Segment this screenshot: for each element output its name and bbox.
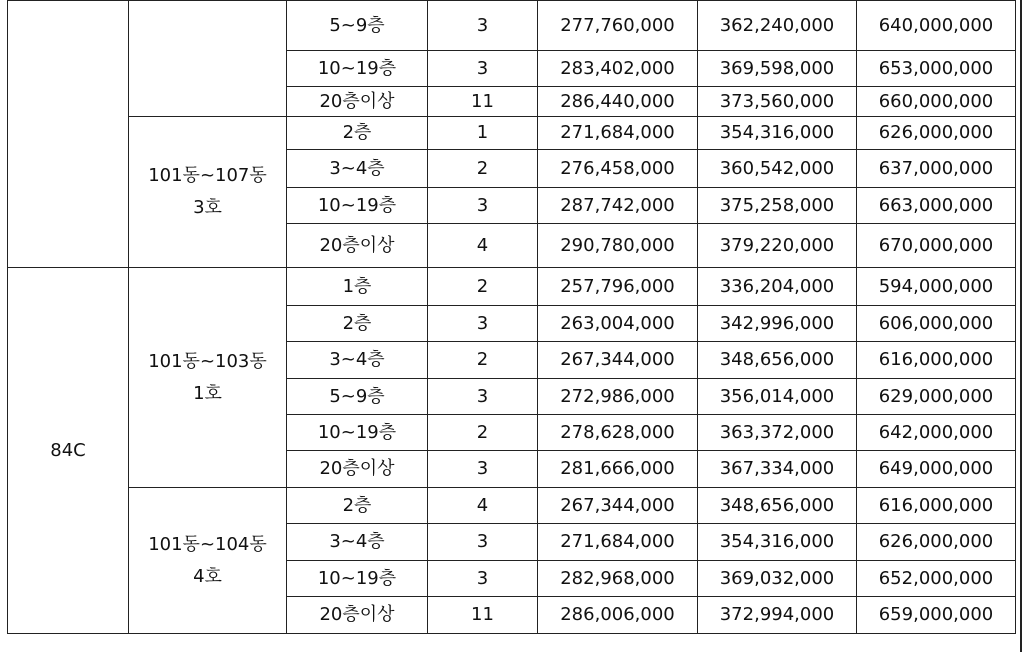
- floor-cell: 5~9층: [287, 1, 428, 51]
- building-price-cell: 373,560,000: [698, 87, 857, 117]
- table-row: [8, 1, 1016, 51]
- building-range-label: 101동~107동: [148, 165, 267, 186]
- unit-count-cell: 2: [428, 268, 538, 306]
- floor-cell: 20층이상: [287, 87, 428, 117]
- building-price-cell: 379,220,000: [698, 224, 857, 268]
- floor-cell: 20층이상: [287, 597, 428, 634]
- building-group-cell: [129, 117, 287, 268]
- table-body: [8, 1, 1016, 634]
- floor-cell: 3~4층: [287, 342, 428, 379]
- building-range-label: 101동~103동: [148, 350, 267, 372]
- land-price-cell: 276,458,000: [538, 150, 698, 188]
- building-price-cell: 348,656,000: [698, 488, 857, 524]
- total-price-cell: 606,000,000: [857, 306, 1016, 342]
- land-price-cell: 290,780,000: [538, 224, 698, 268]
- table-row: [8, 117, 1016, 150]
- floor-cell: 20층이상: [287, 224, 428, 268]
- floor-cell: 3~4층: [287, 150, 428, 188]
- land-price-cell: 281,666,000: [538, 451, 698, 488]
- floor-cell: 2층: [287, 306, 428, 342]
- land-price-cell: 272,986,000: [538, 379, 698, 415]
- floor-cell: 2층: [287, 488, 428, 524]
- building-price-cell: 356,014,000: [698, 379, 857, 415]
- building-price-cell: 375,258,000: [698, 188, 857, 224]
- unit-line-label: 1호: [193, 382, 222, 404]
- building-group-cell: [129, 1, 287, 117]
- land-price-cell: 282,968,000: [538, 561, 698, 597]
- building-price-cell: 348,656,000: [698, 342, 857, 379]
- unit-count-cell: 1: [428, 117, 538, 150]
- building-price-cell: 362,240,000: [698, 1, 857, 51]
- total-price-cell: 594,000,000: [857, 268, 1016, 306]
- unit-count-cell: 3: [428, 188, 538, 224]
- total-price-cell: 649,000,000: [857, 451, 1016, 488]
- table-row: [8, 268, 1016, 306]
- total-price-cell: 652,000,000: [857, 561, 1016, 597]
- land-price-cell: 271,684,000: [538, 524, 698, 561]
- housing-type-cell: 84C: [8, 268, 129, 634]
- unit-line-label: 4호: [193, 565, 222, 587]
- unit-count-cell: 4: [428, 488, 538, 524]
- floor-cell: 10~19층: [287, 188, 428, 224]
- building-price-cell: 354,316,000: [698, 117, 857, 150]
- table-row: [8, 488, 1016, 524]
- unit-count-cell: 4: [428, 224, 538, 268]
- unit-count-cell: 3: [428, 1, 538, 51]
- land-price-cell: 286,440,000: [538, 87, 698, 117]
- building-price-cell: 336,204,000: [698, 268, 857, 306]
- unit-count-cell: 11: [428, 597, 538, 634]
- floor-cell: 20층이상: [287, 451, 428, 488]
- building-price-cell: 363,372,000: [698, 415, 857, 451]
- unit-count-cell: 2: [428, 150, 538, 188]
- total-price-cell: 660,000,000: [857, 87, 1016, 117]
- floor-cell: 3~4층: [287, 524, 428, 561]
- building-price-cell: 367,334,000: [698, 451, 857, 488]
- unit-count-cell: 2: [428, 342, 538, 379]
- unit-count-cell: 3: [428, 524, 538, 561]
- floor-cell: 5~9층: [287, 379, 428, 415]
- housing-type-cell: [8, 1, 129, 268]
- land-price-cell: 267,344,000: [538, 342, 698, 379]
- total-price-cell: 659,000,000: [857, 597, 1016, 634]
- unit-count-cell: 3: [428, 306, 538, 342]
- price-table: [7, 0, 1016, 634]
- total-price-cell: 663,000,000: [857, 188, 1016, 224]
- building-price-cell: 372,994,000: [698, 597, 857, 634]
- floor-cell: 10~19층: [287, 51, 428, 87]
- land-price-cell: 283,402,000: [538, 51, 698, 87]
- floor-cell: 1층: [287, 268, 428, 306]
- unit-count-cell: 3: [428, 379, 538, 415]
- unit-count-cell: 3: [428, 51, 538, 87]
- land-price-cell: 263,004,000: [538, 306, 698, 342]
- total-price-cell: 616,000,000: [857, 342, 1016, 379]
- land-price-cell: 287,742,000: [538, 188, 698, 224]
- land-price-cell: 277,760,000: [538, 1, 698, 51]
- floor-cell: 2층: [287, 117, 428, 150]
- total-price-cell: 653,000,000: [857, 51, 1016, 87]
- building-price-cell: 369,598,000: [698, 51, 857, 87]
- unit-line-label: 3호: [193, 197, 222, 218]
- land-price-cell: 271,684,000: [538, 117, 698, 150]
- total-price-cell: 629,000,000: [857, 379, 1016, 415]
- building-group-cell: [129, 268, 287, 488]
- total-price-cell: 670,000,000: [857, 224, 1016, 268]
- land-price-cell: 267,344,000: [538, 488, 698, 524]
- building-price-cell: 354,316,000: [698, 524, 857, 561]
- total-price-cell: 626,000,000: [857, 524, 1016, 561]
- land-price-cell: 286,006,000: [538, 597, 698, 634]
- total-price-cell: 616,000,000: [857, 488, 1016, 524]
- building-range-label: 101동~104동: [148, 533, 267, 555]
- total-price-cell: 626,000,000: [857, 117, 1016, 150]
- building-group-cell: [129, 488, 287, 634]
- land-price-cell: 278,628,000: [538, 415, 698, 451]
- building-price-cell: 369,032,000: [698, 561, 857, 597]
- total-price-cell: 642,000,000: [857, 415, 1016, 451]
- unit-count-cell: 3: [428, 451, 538, 488]
- unit-count-cell: 11: [428, 87, 538, 117]
- floor-cell: 10~19층: [287, 561, 428, 597]
- land-price-cell: 257,796,000: [538, 268, 698, 306]
- unit-count-cell: 3: [428, 561, 538, 597]
- building-price-cell: 360,542,000: [698, 150, 857, 188]
- total-price-cell: 640,000,000: [857, 1, 1016, 51]
- unit-count-cell: 2: [428, 415, 538, 451]
- building-price-cell: 342,996,000: [698, 306, 857, 342]
- floor-cell: 10~19층: [287, 415, 428, 451]
- total-price-cell: 637,000,000: [857, 150, 1016, 188]
